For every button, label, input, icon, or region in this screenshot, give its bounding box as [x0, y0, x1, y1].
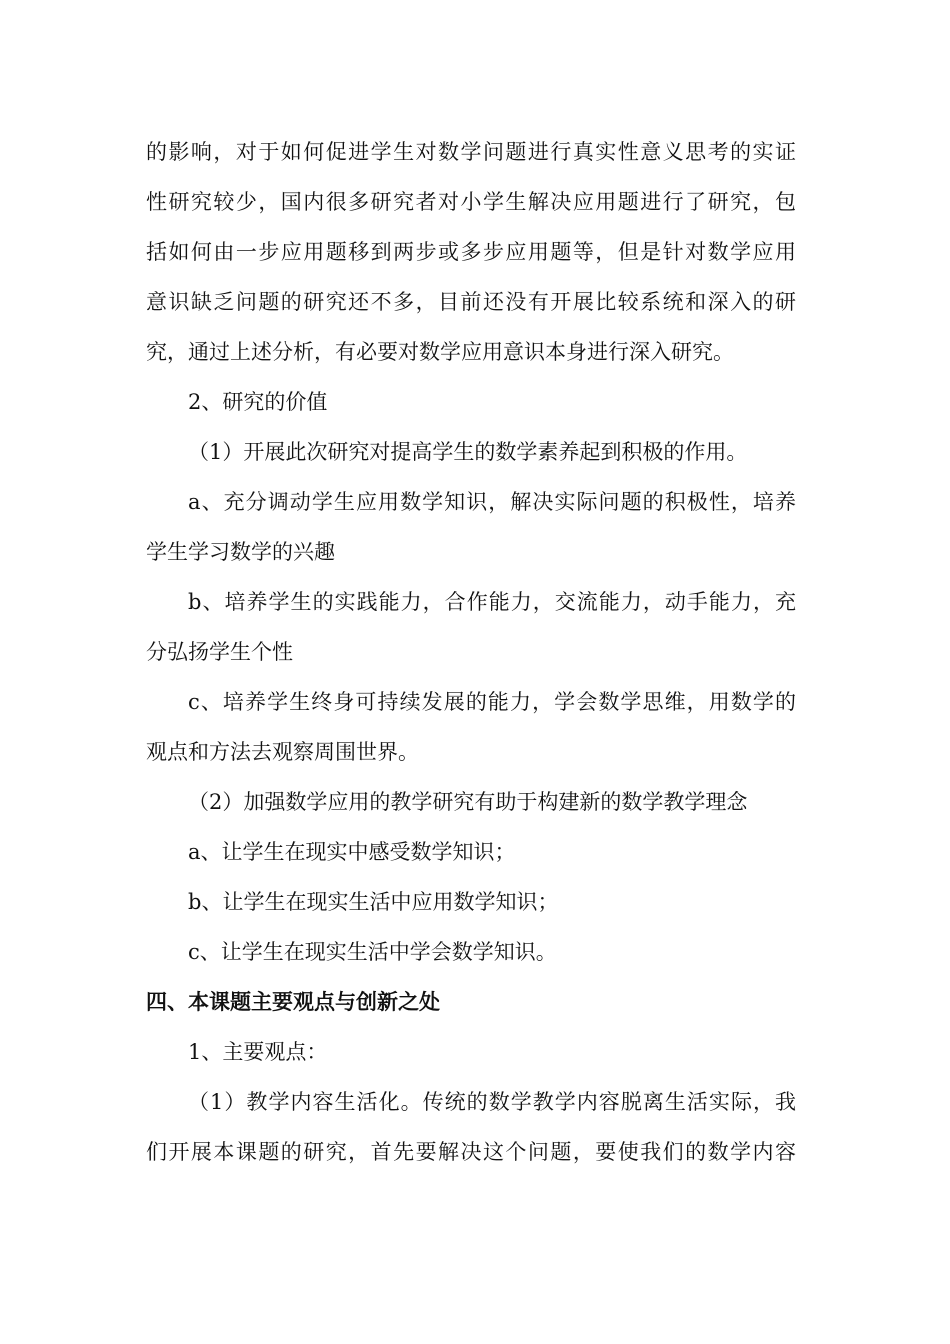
paragraph-line: 括如何由一步应用题移到两步或多步应用题等，但是针对数学应用: [146, 240, 796, 264]
paragraph-line: 的影响，对于如何促进学生对数学问题进行真实性意义思考的实证: [146, 140, 796, 164]
paragraph-line: 性研究较少，国内很多研究者对小学生解决应用题进行了研究，包: [146, 190, 796, 214]
paragraph-line: （2）加强数学应用的教学研究有助于构建新的数学教学理念: [188, 790, 748, 814]
list-item-line: b、培养学生的实践能力，合作能力，交流能力，动手能力，充: [188, 590, 796, 614]
section-heading: 四、本课题主要观点与创新之处: [146, 990, 440, 1014]
paragraph-line: 意识缺乏问题的研究还不多，目前还没有开展比较系统和深入的研: [146, 290, 796, 314]
list-item-line: a、充分调动学生应用数学知识，解决实际问题的积极性，培养: [188, 490, 796, 514]
list-item-line: 分弘扬学生个性: [146, 640, 293, 664]
paragraph-line: 究，通过上述分析，有必要对数学应用意识本身进行深入研究。: [146, 340, 734, 364]
paragraph-line: （1）教学内容生活化。传统的数学教学内容脱离生活实际，我: [188, 1090, 796, 1114]
list-item-line: c、让学生在现实生活中学会数学知识。: [188, 940, 557, 964]
list-item-line: 观点和方法去观察周围世界。: [146, 740, 419, 764]
document-body: [146, 127, 796, 1177]
section-subheading: 2、研究的价值: [188, 390, 328, 414]
list-item-line: a、让学生在现实中感受数学知识；: [188, 840, 516, 864]
list-item-line: b、让学生在现实生活中应用数学知识；: [188, 890, 559, 914]
paragraph-line: （1）开展此次研究对提高学生的数学素养起到积极的作用。: [188, 440, 748, 464]
list-item-line: c、培养学生终身可持续发展的能力，学会数学思维，用数学的: [188, 690, 796, 714]
section-subheading: 1、主要观点：: [188, 1040, 328, 1064]
list-item-line: 学生学习数学的兴趣: [146, 540, 335, 564]
paragraph-line: 们开展本课题的研究，首先要解决这个问题，要使我们的数学内容: [146, 1140, 796, 1164]
